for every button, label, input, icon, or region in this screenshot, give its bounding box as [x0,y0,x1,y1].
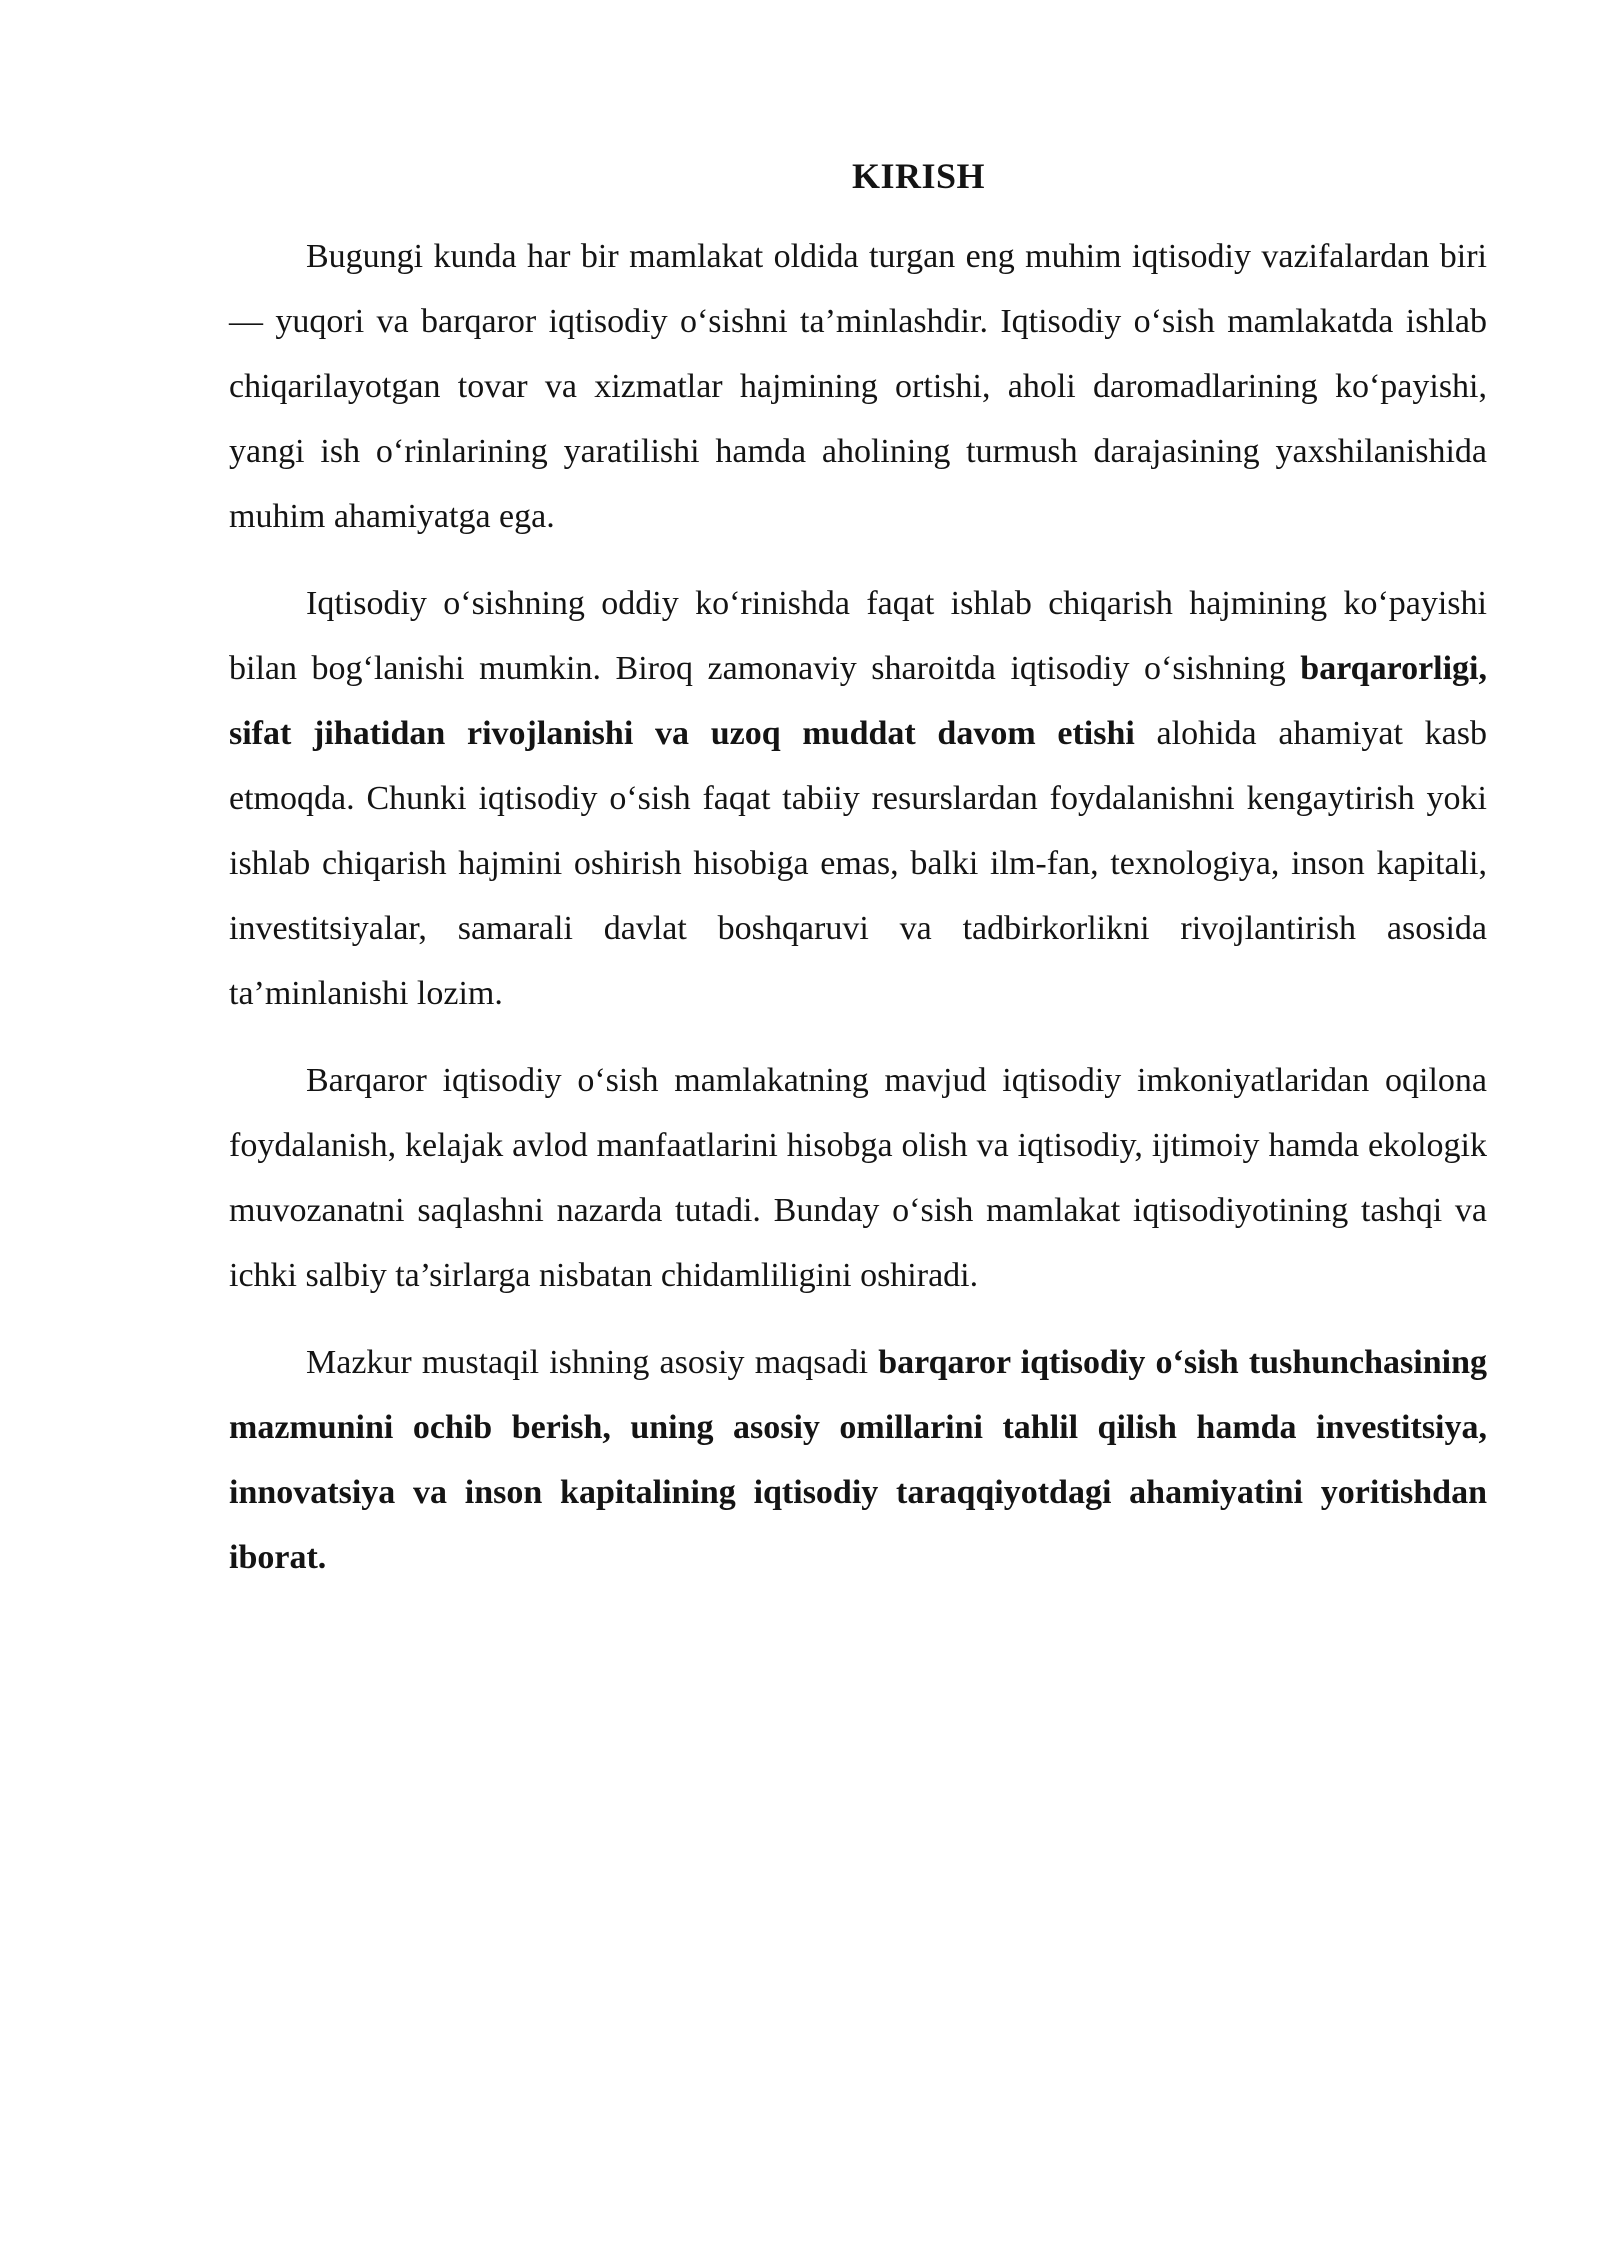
paragraph-3 [229,1048,1487,1308]
paragraph-4-bold-aim: barqaror iqtisodiy o‘sish tushunchasining mazmunini ochib berish, uning asosiy omillarini tahlil qilish hamda investitsiya, innovatsiya va inson kapitalining iqtisodiy taraqqiyotdagi ahamiyatini yoritishdan iborat. [229,1344,1487,1576]
paragraph-2 [229,571,1487,1026]
paragraph-2-bold-phrase: barqarorligi, sifat jihatidan rivojlanishi va uzoq muddat davom etishi [229,650,1487,752]
document-title: KIRISH [851,156,986,196]
document-body [229,148,1487,1612]
paragraph-4 [229,1330,1487,1590]
paragraph-3-text: Barqaror iqtisodiy o‘sish mamlakatning mavjud iqtisodiy imkoniyatlaridan oqilona foydalanish, kelajak avlod manfaatlarini hisobga olish va iqtisodiy, ijtimoiy hamda ekologik muvozanatni saqlashni nazarda tutadi. Bunday o‘sish mamlakat iqtisodiyotining tashqi va ichki salbiy ta’sirlarga nisbatan chidamliligini oshiradi. [229,1062,1487,1294]
paragraph-2-text-end: alohida ahamiyat kasb etmoqda. Chunki iqtisodiy o‘sish faqat tabiiy resurslardan foydalanishni kengaytirish yoki ishlab chiqarish hajmini oshirish hisobiga emas, balki ilm-fan, texnologiya, inson kapitali, investitsiyalar, samarali davlat boshqaruvi va tadbirkorlikni rivojlantirish asosida ta’minlanishi lozim. [229,715,1487,1012]
paragraph-2-text-start: Iqtisodiy o‘sishning oddiy ko‘rinishda faqat ishlab chiqarish hajmining ko‘payishi bilan bog‘lanishi mumkin. Biroq zamonaviy sharoitda iqtisodiy o‘sishning [229,585,1487,687]
paragraph-1-text: Bugungi kunda har bir mamlakat oldida turgan eng muhim iqtisodiy vazifalardan biri — yuqori va barqaror iqtisodiy o‘sishni ta’minlashdir. Iqtisodiy o‘sish mamlakatda ishlab chiqarilayotgan tovar va xizmatlar hajmining ortishi, aholi daromadlarining ko‘payishi, yangi ish o‘rinlarining yaratilishi hamda aholining turmush darajasining yaxshilanishida muhim ahamiyatga ega. [229,238,1487,535]
paragraph-4-text-start: Mazkur mustaqil ishning asosiy maqsadi [306,1344,879,1381]
paragraph-1 [229,224,1487,549]
